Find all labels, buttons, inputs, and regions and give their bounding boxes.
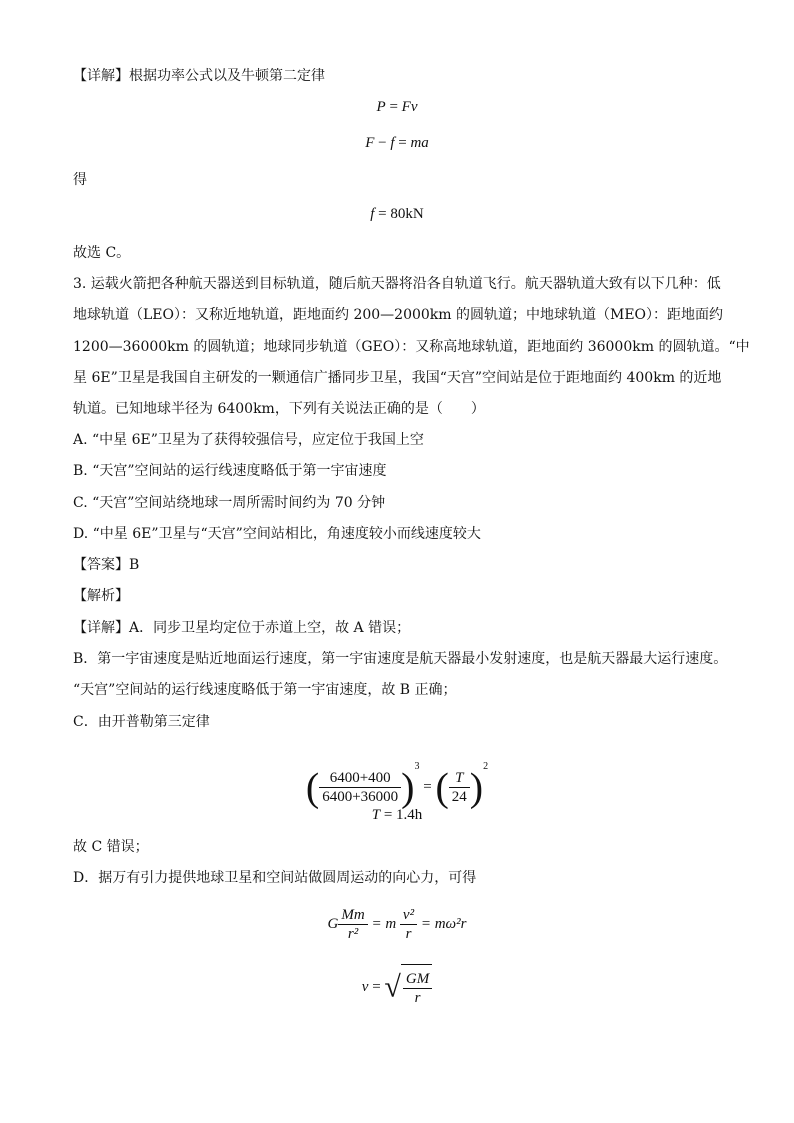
option-a: A. “中星 6E”卫星为了获得较强信号，应定位于我国上空 bbox=[73, 432, 424, 448]
text-line: 故 C 错误； bbox=[73, 839, 149, 855]
equation-gravity: G $\frac{Mm}{\text{r²}}$ = m $\frac{\text{v²}}{r}$ = mω²r bbox=[327, 907, 467, 943]
text-line: 故选 C。 bbox=[73, 245, 131, 261]
text-line: D．据万有引力提供地球卫星和空间站做圆周运动的向心力，可得 bbox=[73, 870, 477, 886]
equation-power: P = Fv bbox=[376, 99, 418, 115]
answer-line: 【答案】B bbox=[73, 557, 140, 573]
text-line: B．第一宇宙速度是贴近地面运行速度，第一宇宙速度是航天器最小发射速度，也是航天器最大运行速度。 bbox=[73, 651, 728, 667]
text-line: 【详解】A．同步卫星均定位于赤道上空，故 A 错误； bbox=[73, 620, 411, 636]
text-line: 得 bbox=[73, 172, 87, 188]
question-text: 地球轨道（LEO）：又称近地轨道，距地面约 200—2000km 的圆轨道；中地球轨道（MEO）：距地面约 bbox=[73, 307, 724, 323]
option-d: D. “中星 6E”卫星与“天宫”空间站相比，角速度较小而线速度较大 bbox=[73, 526, 481, 542]
equation-velocity: v = √ $\frac{GM}{r}$ bbox=[0, 964, 794, 1010]
text-line: C．由开普勒第三定律 bbox=[73, 714, 210, 730]
question-text: 星 6E”卫星是我国自主研发的一颗通信广播同步卫星，我国“天宫”空间站是位于距地面约 400km 的近地 bbox=[73, 370, 722, 386]
equation-newton: F − f = ma bbox=[365, 135, 429, 151]
text-line: 【详解】根据功率公式以及牛顿第二定律 bbox=[73, 68, 325, 84]
text-line: “天宫”空间站的运行线速度略低于第一宇宙速度，故 B 正确； bbox=[73, 682, 457, 698]
equation-kepler: ( $\frac{6400+400}{6400+36000}$ )$^3$ = ( $\frac{T}{24}$ )$^2$ bbox=[305, 761, 489, 810]
question-text: 1200—36000km 的圆轨道；地球同步轨道（GEO）：又称高地球轨道，距地面约 36000km 的圆轨道。“中 bbox=[73, 339, 750, 355]
question-text: 轨道。已知地球半径为 6400km，下列有关说法正确的是（ ） bbox=[73, 401, 485, 417]
analysis-heading: 【解析】 bbox=[73, 588, 129, 604]
equation-period: T = 1.4h bbox=[371, 807, 423, 823]
question-text: 3. 运载火箭把各种航天器送到目标轨道，随后航天器将沿各自轨道飞行。航天器轨道大致有以下几种：低 bbox=[73, 276, 721, 292]
option-c: C. “天宫”空间站绕地球一周所需时间约为 70 分钟 bbox=[73, 495, 386, 511]
equation-friction: f = 80kN bbox=[370, 206, 424, 222]
option-b: B. “天宫”空间站的运行线速度略低于第一宇宙速度 bbox=[73, 463, 387, 479]
